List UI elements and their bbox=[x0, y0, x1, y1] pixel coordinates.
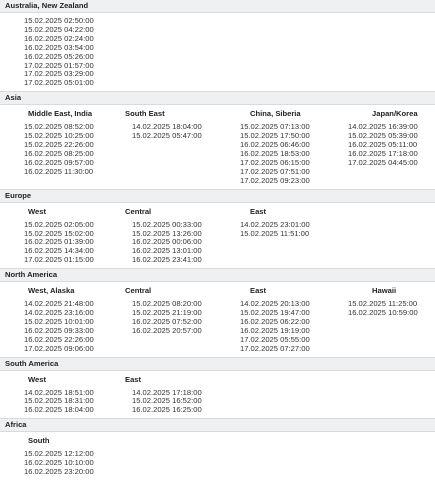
timestamp: 16.02.2025 18:04:00 bbox=[24, 405, 94, 415]
region-header: North America bbox=[0, 268, 435, 282]
region-header: Asia bbox=[0, 91, 435, 105]
timestamp: 15.02.2025 12:12:00 bbox=[24, 449, 94, 459]
timestamp: 16.02.2025 05:26:00 bbox=[24, 51, 94, 61]
timestamp: 14.02.2025 16:39:00 bbox=[348, 122, 418, 132]
timestamp: 16.02.2025 02:24:00 bbox=[24, 33, 94, 43]
column-west-alaska bbox=[0, 286, 108, 353]
column-central bbox=[108, 207, 216, 266]
timestamp: 17.02.2025 05:01:00 bbox=[24, 78, 94, 88]
column-east bbox=[216, 207, 324, 266]
column-east bbox=[108, 375, 216, 416]
column-west bbox=[0, 207, 108, 266]
column-title: Middle East, India bbox=[28, 109, 93, 119]
region-columns bbox=[0, 432, 435, 477]
timestamp: 17.02.2025 06:15:00 bbox=[240, 157, 310, 167]
timestamp: 15.02.2025 00:33:00 bbox=[132, 219, 202, 229]
timestamp: 17.02.2025 09:23:00 bbox=[240, 175, 310, 185]
timestamp: 17.02.2025 07:27:00 bbox=[240, 343, 310, 353]
column-title: Central bbox=[125, 286, 152, 296]
timestamp: 16.02.2025 23:20:00 bbox=[24, 467, 94, 477]
timestamp: 15.02.2025 08:20:00 bbox=[132, 299, 202, 309]
timestamp: 16.02.2025 18:53:00 bbox=[240, 148, 310, 158]
timestamp: 16.02.2025 19:19:00 bbox=[240, 325, 310, 335]
timestamp: 17.02.2025 05:55:00 bbox=[240, 334, 310, 344]
timestamp: 15.02.2025 18:31:00 bbox=[24, 396, 94, 406]
region-africa bbox=[0, 418, 435, 477]
timestamp: 16.02.2025 03:54:00 bbox=[24, 42, 94, 52]
timestamp: 16.02.2025 06:22:00 bbox=[240, 316, 310, 326]
timestamp: 16.02.2025 16:25:00 bbox=[132, 405, 202, 415]
region-header: Australia, New Zealand bbox=[0, 0, 435, 13]
column-title: East bbox=[125, 374, 142, 384]
timestamp: 16.02.2025 01:39:00 bbox=[24, 237, 94, 247]
timestamp: 15.02.2025 22:26:00 bbox=[24, 140, 94, 150]
column-title: Central bbox=[125, 206, 152, 216]
timestamp: 16.02.2025 05:11:00 bbox=[348, 140, 418, 150]
region-europe bbox=[0, 189, 435, 266]
timestamp: 15.02.2025 11:25:00 bbox=[348, 299, 418, 309]
timestamp: 16.02.2025 13:01:00 bbox=[132, 246, 202, 256]
timestamp: 16.02.2025 00:06:00 bbox=[132, 237, 202, 247]
region-columns bbox=[0, 105, 435, 185]
timestamp: 15.02.2025 02:50:00 bbox=[24, 16, 94, 25]
timestamp: 16.02.2025 11:30:00 bbox=[24, 166, 94, 176]
timestamp: 16.02.2025 17:18:00 bbox=[348, 148, 418, 158]
timestamp: 17.02.2025 09:06:00 bbox=[24, 343, 94, 353]
timestamp: 14.02.2025 20:13:00 bbox=[240, 299, 310, 309]
column-central bbox=[108, 286, 216, 353]
timestamp: 15.02.2025 10:01:00 bbox=[24, 316, 94, 326]
column-title: East bbox=[250, 206, 267, 216]
region-columns bbox=[0, 371, 435, 416]
timestamp: 15.02.2025 04:22:00 bbox=[24, 24, 94, 34]
timestamp: 15.02.2025 19:47:00 bbox=[240, 308, 310, 318]
column bbox=[0, 17, 108, 88]
column-hawaii bbox=[324, 286, 432, 353]
column-title: China, Siberia bbox=[250, 109, 301, 119]
column-middle-east-india bbox=[0, 109, 108, 185]
region-header: Africa bbox=[0, 418, 435, 432]
region-north-america bbox=[0, 268, 435, 353]
timestamp: 16.02.2025 14:34:00 bbox=[24, 246, 94, 256]
column-south-east bbox=[108, 109, 216, 185]
timestamp: 17.02.2025 03:29:00 bbox=[24, 69, 94, 79]
timestamp: 16.02.2025 09:57:00 bbox=[24, 157, 94, 167]
timestamp: 15.02.2025 15:02:00 bbox=[24, 228, 94, 238]
column-south bbox=[0, 436, 108, 477]
region-asia bbox=[0, 91, 435, 185]
timestamp: 15.02.2025 05:39:00 bbox=[348, 131, 418, 141]
timestamp: 17.02.2025 07:51:00 bbox=[240, 166, 310, 176]
timestamp: 15.02.2025 07:13:00 bbox=[240, 122, 310, 132]
column-title: East bbox=[250, 286, 267, 296]
timestamp: 14.02.2025 17:18:00 bbox=[132, 387, 202, 397]
column-east bbox=[216, 286, 324, 353]
column-title: West bbox=[28, 374, 47, 384]
region-columns bbox=[0, 203, 435, 266]
column-title: West, Alaska bbox=[28, 286, 75, 296]
timestamp: 15.02.2025 13:26:00 bbox=[132, 228, 202, 238]
timestamp: 14.02.2025 21:48:00 bbox=[24, 299, 94, 309]
timestamp: 16.02.2025 23:41:00 bbox=[132, 255, 202, 265]
region-columns bbox=[0, 13, 435, 88]
timestamp: 16.02.2025 22:26:00 bbox=[24, 334, 94, 344]
timestamp: 15.02.2025 17:50:00 bbox=[240, 131, 310, 141]
timestamp: 15.02.2025 02:05:00 bbox=[24, 219, 94, 229]
timestamp: 16.02.2025 08:25:00 bbox=[24, 148, 94, 158]
timestamp: 15.02.2025 11:51:00 bbox=[240, 228, 310, 238]
timestamp: 15.02.2025 08:52:00 bbox=[24, 122, 94, 132]
region-australia-new-zealand bbox=[0, 0, 435, 88]
region-south-america bbox=[0, 357, 435, 416]
timestamp: 15.02.2025 10:25:00 bbox=[24, 131, 94, 141]
column-title: South bbox=[28, 436, 50, 446]
column-title: Hawaii bbox=[372, 286, 397, 296]
region-header: South America bbox=[0, 357, 435, 371]
region-header: Europe bbox=[0, 189, 435, 203]
timestamp: 16.02.2025 06:46:00 bbox=[240, 140, 310, 150]
timestamp: 17.02.2025 04:45:00 bbox=[348, 157, 418, 167]
column-title: Japan/Korea bbox=[372, 109, 418, 119]
region-columns bbox=[0, 282, 435, 353]
timestamp: 14.02.2025 18:51:00 bbox=[24, 387, 94, 397]
timestamp: 14.02.2025 23:16:00 bbox=[24, 308, 94, 318]
timestamp: 16.02.2025 09:33:00 bbox=[24, 325, 94, 335]
timestamp: 16.02.2025 20:57:00 bbox=[132, 325, 202, 335]
timestamp: 15.02.2025 21:19:00 bbox=[132, 308, 202, 318]
column-japan-korea bbox=[324, 109, 432, 185]
timestamp: 15.02.2025 16:52:00 bbox=[132, 396, 202, 406]
column-title: West bbox=[28, 206, 47, 216]
timestamp: 15.02.2025 05:47:00 bbox=[132, 131, 202, 141]
timestamp: 14.02.2025 23:01:00 bbox=[240, 219, 310, 229]
column-title: South East bbox=[125, 109, 165, 119]
timestamp: 16.02.2025 10:10:00 bbox=[24, 458, 94, 468]
timestamp: 17.02.2025 01:57:00 bbox=[24, 60, 94, 70]
timestamp: 17.02.2025 01:15:00 bbox=[24, 255, 94, 265]
timestamp: 14.02.2025 18:04:00 bbox=[132, 122, 202, 132]
timestamp: 16.02.2025 10:59:00 bbox=[348, 308, 418, 318]
column-china-siberia bbox=[216, 109, 324, 185]
column-west bbox=[0, 375, 108, 416]
timestamp: 16.02.2025 07:52:00 bbox=[132, 316, 202, 326]
